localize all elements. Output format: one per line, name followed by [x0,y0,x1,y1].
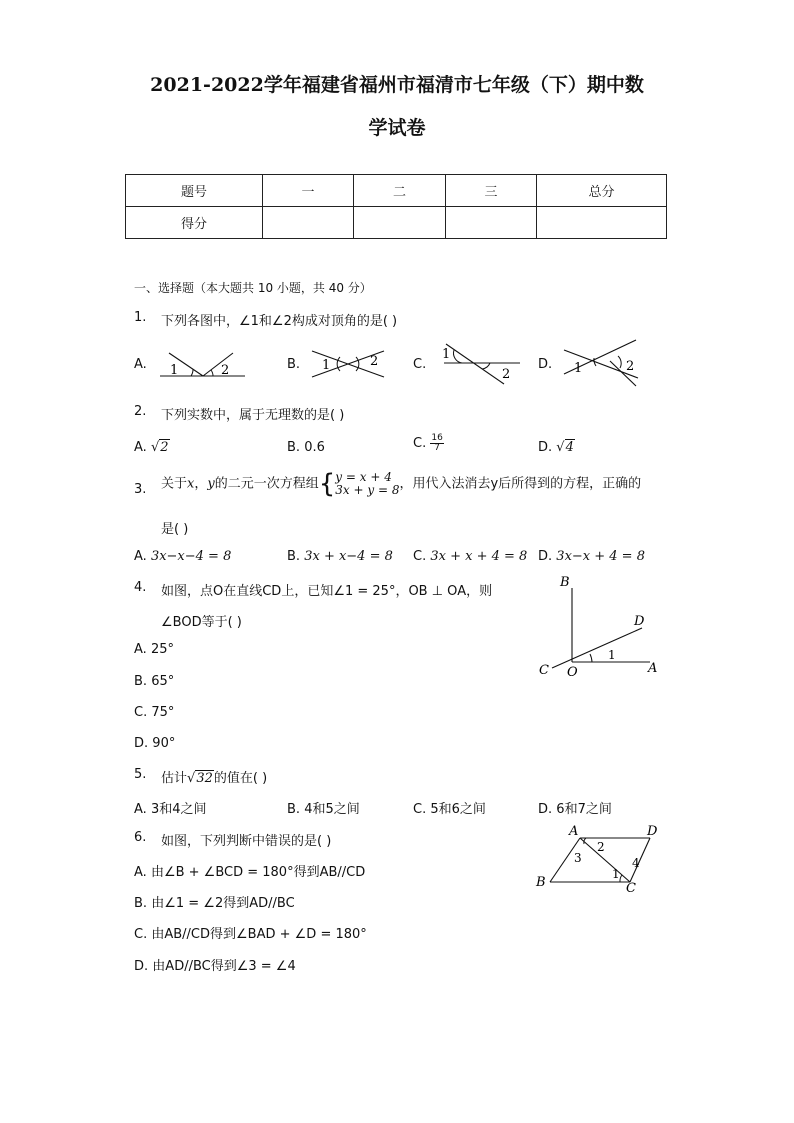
score-cell[interactable] [263,207,354,239]
equation-1: y = x + 4 [335,470,392,484]
option-label: D. [134,736,149,751]
option-label: B. [134,896,148,911]
q6-option-b[interactable] [134,892,295,911]
score-cell[interactable] [354,207,446,239]
question-5-text [161,767,267,786]
option-label: A. [134,865,147,880]
q6-label-1: 1 [612,867,620,881]
option-label: A. [134,549,147,564]
option-value: 0.6 [304,440,325,455]
option-label: A. [134,440,147,455]
q3-option-b[interactable] [287,549,393,564]
header-cell: 题号 [126,175,263,207]
q3-text-post: ，用代入法消去y后所得到的方程，正确的 [399,476,642,492]
section-heading: 一、选择题（本大题共 10 小题，共 40 分） [134,281,372,295]
option-label: B. [287,440,301,455]
q2-option-a[interactable] [134,440,170,455]
option-text: 6和7之间 [556,802,612,817]
header-cell: 二 [354,175,446,207]
option-text: 3x−x + 4 = 8 [556,549,645,564]
header-cell: 一 [263,175,354,207]
q2-option-b[interactable] [287,440,325,455]
question-1-text: 下列各图中，∠1和∠2构成对顶角的是( ) [161,314,398,329]
option-text: 由∠1 = ∠2得到AD//BC [151,896,295,911]
q4-label-c: C [539,663,549,678]
q6-label-d: D [647,824,658,839]
q1a-label-1: 1 [170,363,179,378]
q4-label-b: B [560,575,570,590]
header-cell: 总分 [537,175,667,207]
q6-label-3: 3 [574,851,582,865]
q1b-label-1: 1 [322,358,331,373]
equation-system [335,471,399,497]
q4-option-c[interactable] [134,705,174,720]
q6-label-a: A [569,824,579,839]
q6-label-2: 2 [597,840,605,854]
q5-text-pre: 估计 [161,771,188,786]
option-text: 25° [150,642,174,657]
q4-figure [530,570,665,682]
fraction-numerator: 16 [431,433,443,443]
q5-text-post: 的值在( ) [213,771,268,786]
q5-option-d[interactable] [538,798,612,817]
row-label: 得分 [126,207,263,239]
question-6-number: 6. [134,830,147,845]
q3-comma: ， [194,476,208,492]
question-4-text-line2: ∠BOD等于( ) [161,615,242,630]
option-label: C. [413,802,427,817]
sqrt-expression: √32 [187,771,213,786]
q6-option-d[interactable] [134,955,296,974]
var-y: y [207,476,215,492]
q2-option-c[interactable] [413,434,444,453]
q4-option-b[interactable] [134,674,174,689]
option-text: 90° [152,736,176,751]
q4-label-d: D [634,614,645,629]
score-table-score-row [126,207,667,239]
equation-2: 3x + y = 8 [335,483,400,497]
q3-option-a[interactable] [134,549,231,564]
question-3-text-line2: 是( ) [161,522,189,537]
option-label: D. [134,959,149,974]
question-4-text-line1: 如图，点O在直线CD上，已知∠1 = 25°，OB ⊥ OA，则 [161,584,493,599]
q5-option-c[interactable] [413,798,486,817]
option-text: 3和4之间 [150,802,207,817]
q1b-label-2: 2 [370,354,379,369]
q1-figure-a [155,343,250,383]
q1d-label-2: 2 [626,359,635,374]
q1-figure-c [434,338,524,388]
question-2-number: 2. [134,404,147,419]
option-text: 由AD//BC得到∠3 = ∠4 [152,959,296,974]
q1d-label-1: 1 [574,361,583,376]
option-text: 由∠B + ∠BCD = 180°得到AB//CD [150,865,366,880]
q6-label-4: 4 [632,856,640,870]
q6-option-a[interactable] [134,861,365,880]
q1a-label-2: 2 [221,363,230,378]
sqrt-expression: √2 [150,440,169,455]
q4-label-a: A [648,661,658,676]
question-6-text: 如图，下列判断中错误的是( ) [161,834,332,849]
option-label: C. [413,549,427,564]
page-title-line2: 学试卷 [368,117,426,139]
option-text: 65° [151,674,175,689]
question-2-text: 下列实数中，属于无理数的是( ) [161,408,345,423]
q1c-label-2: 2 [502,367,511,382]
var-x: x [187,476,195,492]
q3-text-pre: 关于 [161,476,188,492]
score-cell[interactable] [537,207,667,239]
q4-label-angle1: 1 [608,648,616,662]
q4-label-o: O [567,665,578,680]
q6-label-b: B [536,875,546,890]
system-brace: { [318,469,336,499]
q5-option-a[interactable] [134,798,206,817]
question-3-text [161,471,641,497]
q1-figure-b [308,343,388,385]
q4-option-a[interactable] [134,642,174,657]
question-1-number: 1. [134,310,147,325]
fraction [430,434,443,453]
q4-option-d[interactable] [134,736,175,751]
radicand: 2 [160,440,169,455]
question-3-number: 3. [134,482,147,497]
option-text: 4和5之间 [304,802,360,817]
score-table-header-row [126,175,667,207]
q1-option-b-label[interactable]: B. [287,357,301,372]
radicand: 4 [565,440,574,455]
q3-option-d[interactable] [538,549,645,564]
question-4-number: 4. [134,580,147,595]
option-label: A. [134,802,147,817]
option-label: D. [538,549,553,564]
option-label: C. [134,705,148,720]
option-label: D. [538,440,553,455]
q1-option-a-label[interactable]: A. [134,357,147,372]
option-text: 3x−x−4 = 8 [150,549,232,564]
q2-option-d[interactable] [538,440,575,455]
option-text: 3x + x−4 = 8 [304,549,393,564]
page-title-line1: 2021-2022学年福建省福州市福清市七年级（下）期中数 [150,74,644,96]
q5-option-b[interactable] [287,798,360,817]
option-label: D. [538,802,553,817]
option-label: C. [134,927,148,942]
header-cell: 三 [446,175,537,207]
option-text: 75° [151,705,175,720]
score-table [125,174,667,239]
q1-option-c-label[interactable]: C. [413,357,427,372]
q1c-label-1: 1 [442,347,451,362]
option-text: 5和6之间 [430,802,486,817]
score-cell[interactable] [446,207,537,239]
q1-option-d-label[interactable]: D. [538,357,553,372]
option-label: B. [287,802,301,817]
q3-option-c[interactable] [413,549,527,564]
option-text: 由AB//CD得到∠BAD + ∠D = 180° [151,927,367,942]
question-5-number: 5. [134,767,147,782]
option-label: C. [413,436,427,451]
q3-text-mid: 的二元一次方程组 [214,476,319,492]
fraction-denominator: 7 [434,443,440,453]
option-text: 3x + x + 4 = 8 [430,549,528,564]
option-label: A. [134,642,147,657]
q1-figure-d [560,336,642,390]
option-label: B. [287,549,301,564]
option-label: B. [134,674,148,689]
q6-figure [532,822,664,894]
radicand: 32 [196,771,213,786]
q6-label-c: C [626,881,636,894]
q6-option-c[interactable] [134,923,367,942]
sqrt-expression: √4 [556,440,574,455]
